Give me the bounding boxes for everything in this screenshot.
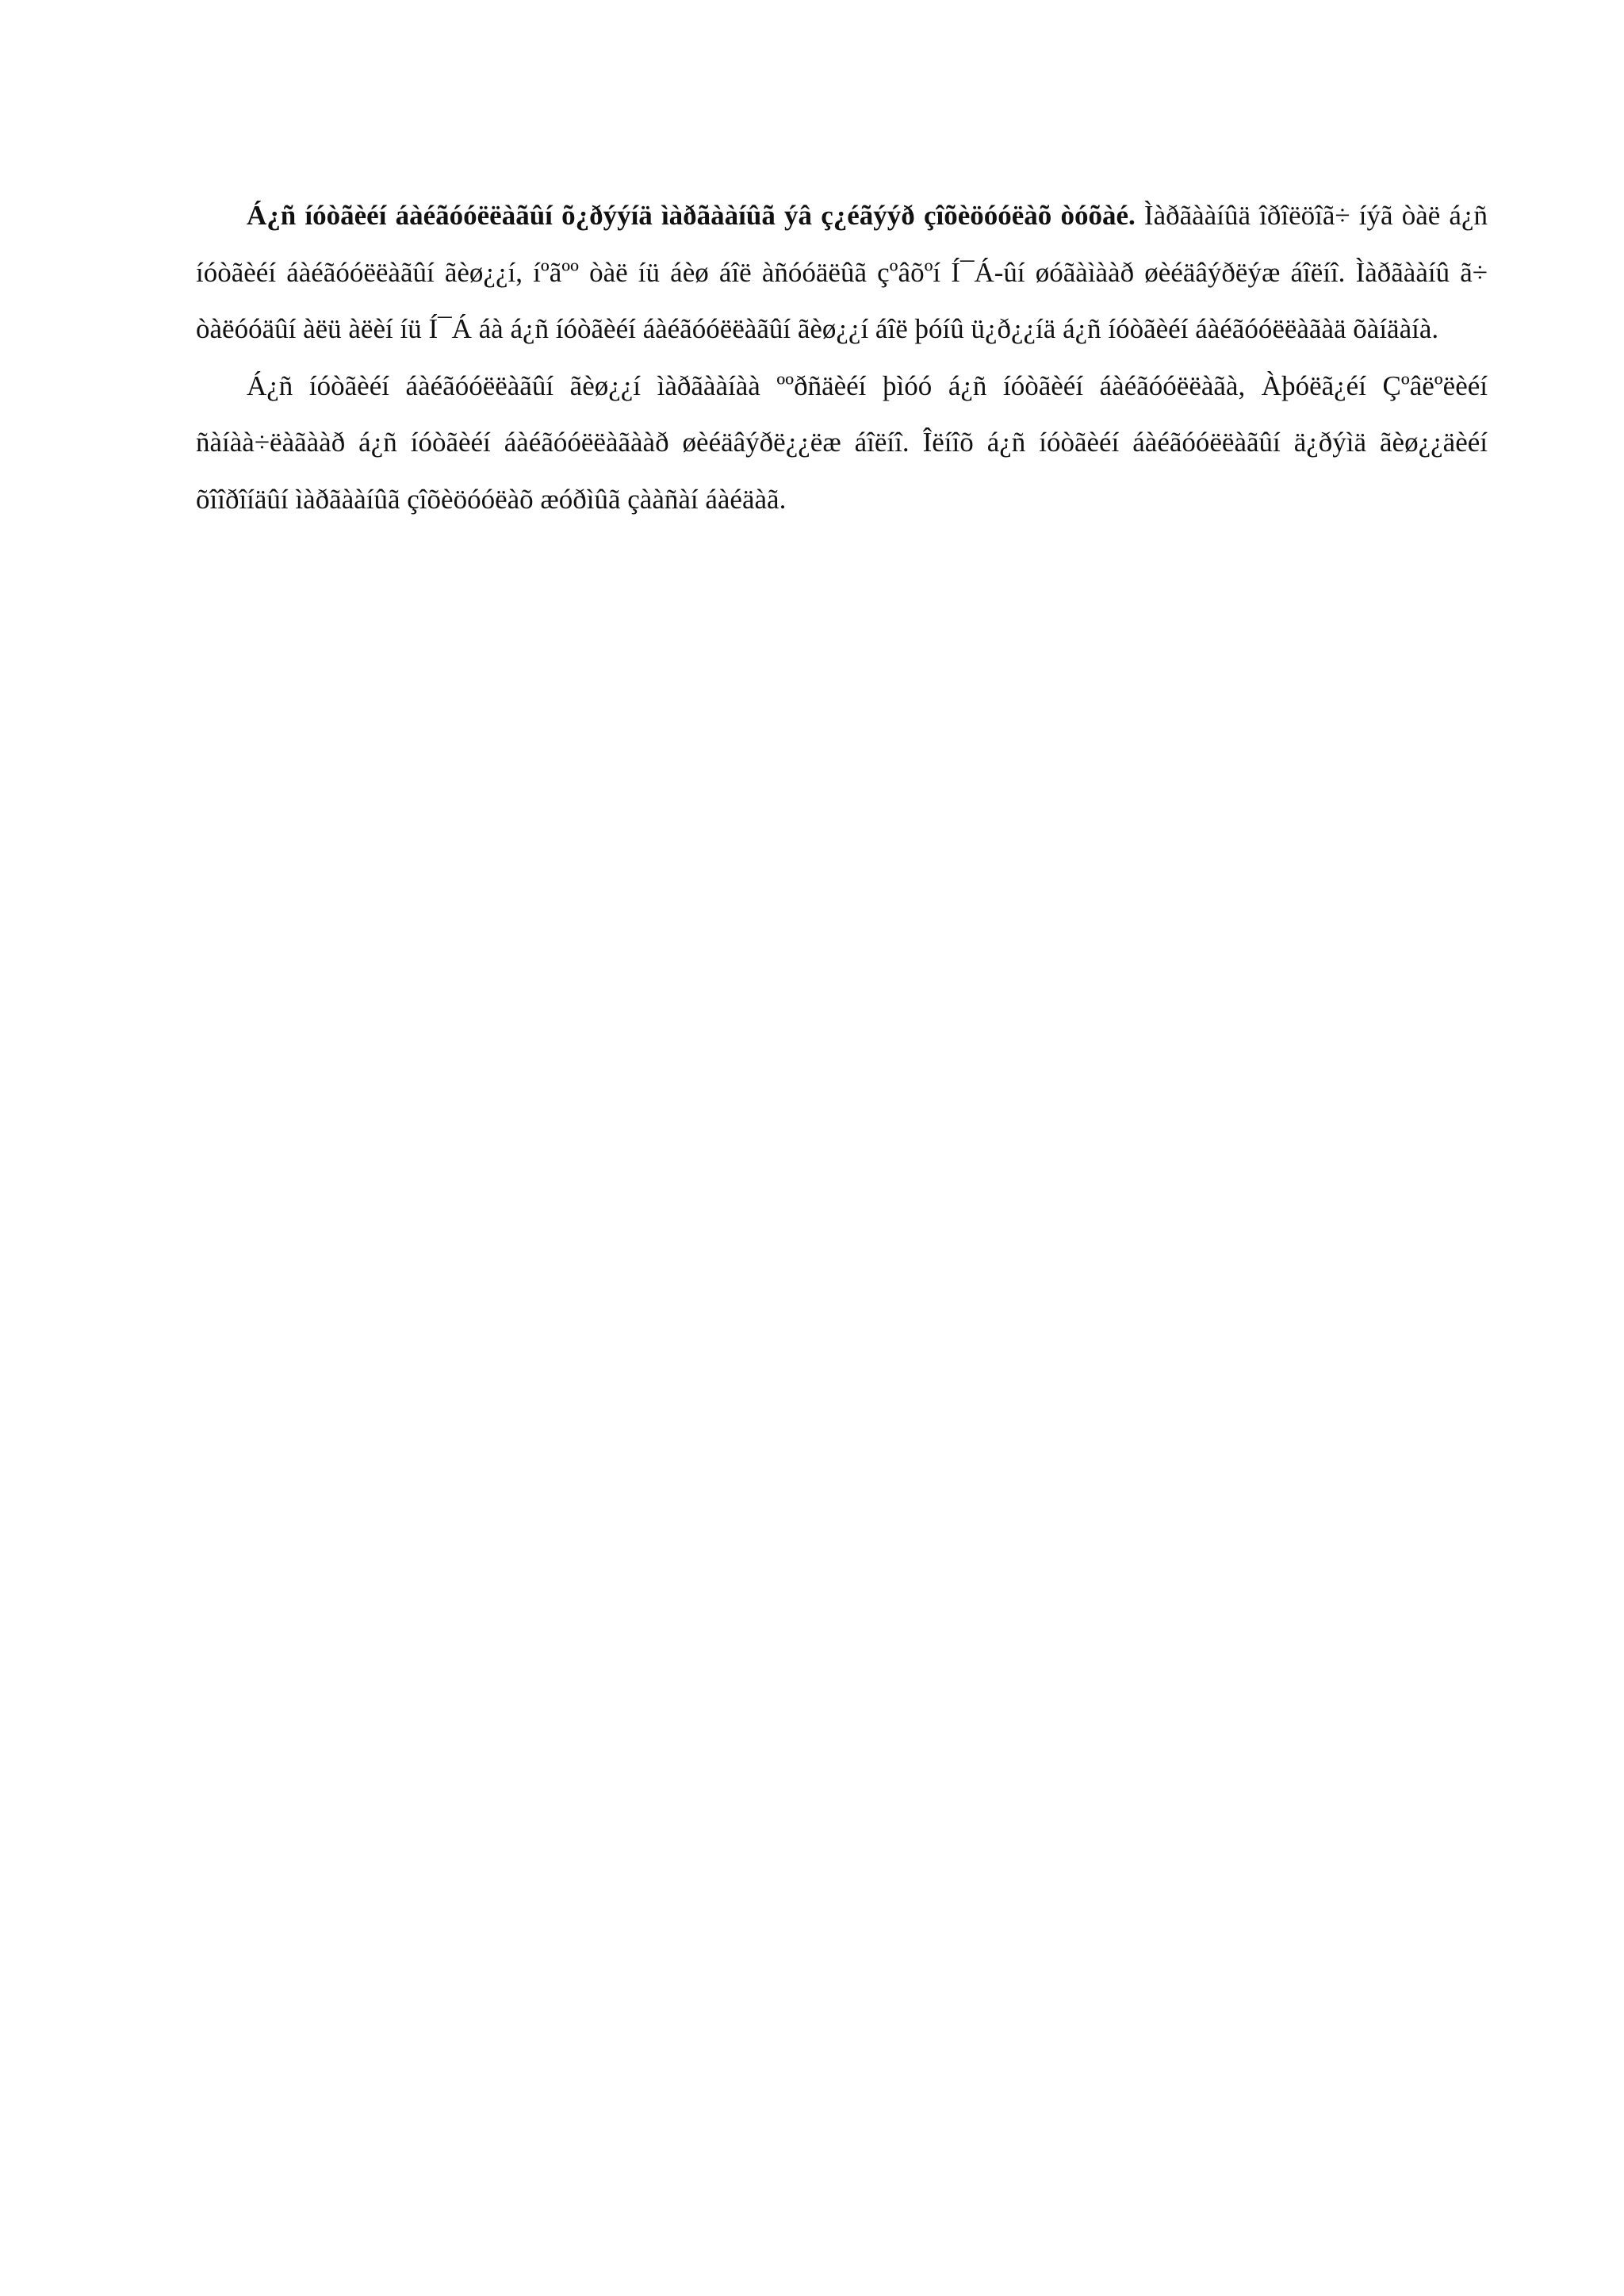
paragraph-1 [196, 187, 1488, 358]
paragraph-1-bold-heading: Á¿ñ íóòãèéí áàéãóóëëàãûí õ¿ðýýíä ìàðãààíûã ýâ ç¿éãýýð çîõèöóóëàõ òóõàé. [247, 200, 1136, 231]
paragraph-1-text: Ìàðãààíûä îðîëöîã÷ íýã òàë á¿ñ íóòãèéí áàéãóóëëàãûí ãèø¿¿í, íºãºº òàë íü áèø áîë àñóóäëûã çºâõºí Í¯Á-ûí øóãàìààð øèéäâýðëýæ áîëíî. Ìàðãààíû ã÷ òàëóóäûí àëü àëèí íü Í¯Á áà á¿ñ íóòãèéí áàéãóóëëàãûí ãèø¿¿í áîë þóíû ü¿ð¿¿íä á¿ñ íóòãèéí áàéãóóëëàãàä õàíäàíà. [196, 200, 1488, 344]
paragraph-2 [196, 358, 1488, 528]
paragraph-2-text: Á¿ñ íóòãèéí áàéãóóëëàãûí ãèø¿¿í ìàðãààíàà ººðñäèéí þìóó á¿ñ íóòãèéí áàéãóóëëàãà, Àþóëã¿éí Çºâëºëèéí ñàíàà÷ëàãààð á¿ñ íóòãèéí áàéãóóëëàãààð øèéäâýðë¿¿ëæ áîëíî. Îëíîõ á¿ñ íóòãèéí áàéãóóëëàãûí ä¿ðýìä ãèø¿¿äèéí õîîðîíäûí ìàðãààíûã çîõèöóóëàõ æóðìûã çààñàí áàéäàã. [196, 370, 1488, 515]
document-body [196, 187, 1488, 527]
